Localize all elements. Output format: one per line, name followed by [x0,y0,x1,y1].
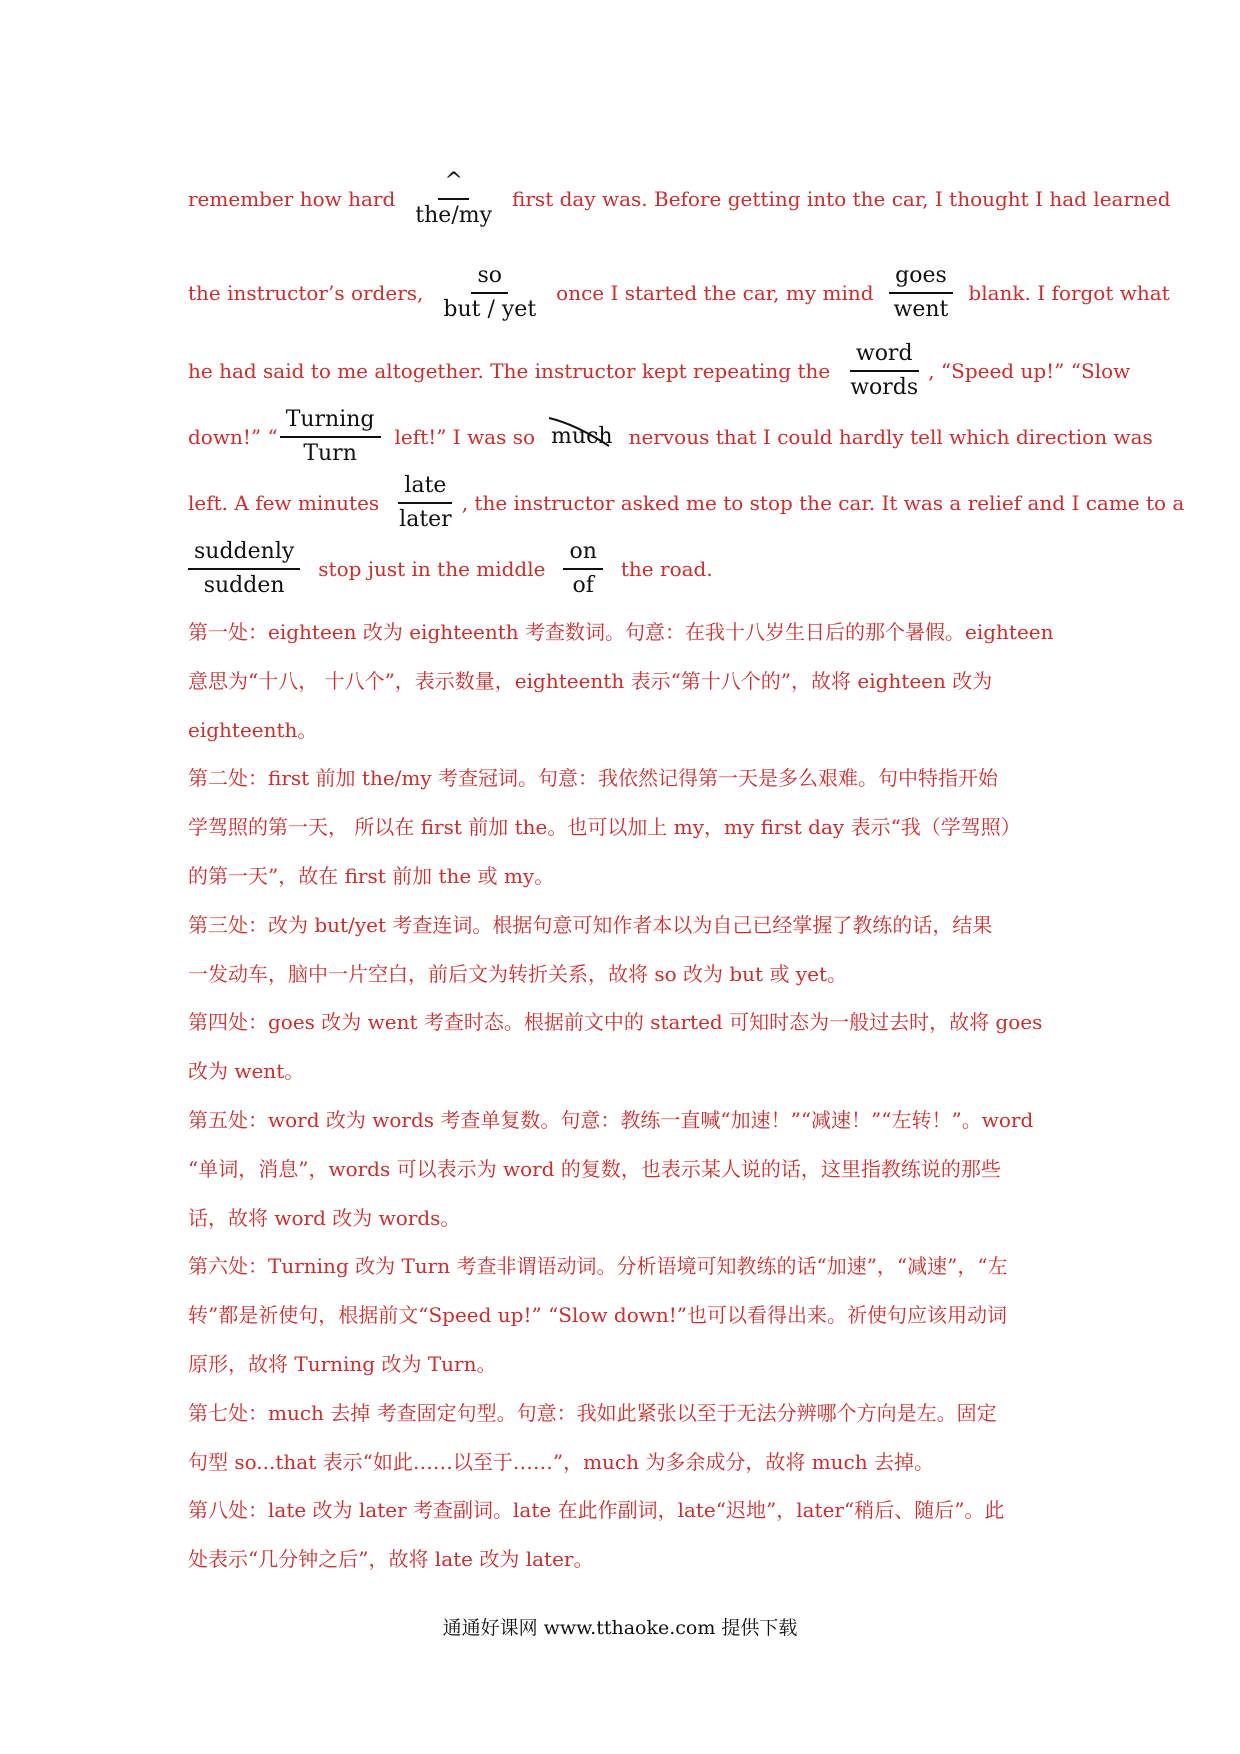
passage-text: remember how hard [188,186,396,211]
passage-text: , the instructor asked me to stop the car. It was a relief and I came to a [461,490,1185,515]
original-word: on [563,538,602,570]
corrected-word: Turn [303,440,357,466]
answer-line: 转”都是祈使句，根据前文“Speed up!” “Slow down!”也可以看得出来。祈使句应该用动词 [188,1303,1008,1328]
passage-line-3 [188,340,1131,401]
answer-line: 改为 went。 [188,1059,305,1084]
corrected-word: sudden [203,572,285,598]
passage-text: blank. I forgot what [968,280,1170,305]
passage-text: the road. [620,556,713,581]
answer-line: 第七处：much 去掉 考查固定句型。句意：我如此紧张以至于无法分辨哪个方向是左。固定 [188,1400,997,1425]
correction-word [844,340,924,401]
correction-so [437,262,542,323]
corrected-word: of [572,572,594,598]
passage-text: he had said to me altogether. The instructor kept repeating the [188,358,831,383]
answer-line: 第八处：late 改为 later 考查副词。late 在此作副词，late“迟地”，later“稍后、随后”。此 [188,1498,1005,1523]
answer-line: 意思为“十八， 十八个”，表示数量，eighteenth 表示“第十八个的”，故将 eighteen 改为 [188,668,993,693]
passage-line-6 [188,538,713,599]
passage-text: down!” “ [188,424,278,449]
answer-line: 一发动车，脑中一片空白，前后文为转折关系，故将 so 改为 but 或 yet。 [188,961,847,986]
correction-on [563,538,602,599]
page-footer: 通通好课网 www.tthaoke.com 提供下载 [442,1617,798,1639]
passage-line-2 [188,262,1170,323]
correction-late [393,472,458,533]
passage-text: first day was. Before getting into the car, I thought I had learned [512,186,1171,211]
answer-line: 话，故将 word 改为 words。 [188,1205,461,1230]
passage-line-4 [188,406,1153,467]
correction-suddenly [188,538,300,599]
passage-text: nervous that I could hardly tell which direction was [628,424,1153,449]
passage-text: left!” I was so [394,424,536,449]
original-word: so [471,262,508,294]
passage-text: stop just in the middle [318,556,546,581]
original-word: late [398,472,452,504]
answer-explanations [188,608,1056,1584]
corrected-word: later [399,506,452,532]
original-word: suddenly [188,538,300,570]
deleted-word [551,424,613,449]
correction-goes [888,262,955,323]
answer-line: 学驾照的第一天， 所以在 first 前加 the。也可以加上 my，my first day 表示“我（学驾照） [188,815,1021,840]
answer-line: 第一处：eighteen 改为 eighteenth 考查数词。句意：在我十八岁生日后的那个暑假。eighteen [188,620,1054,644]
insert-caret: ^ [438,168,468,200]
passage-text: the instructor’s orders, [188,280,424,305]
passage-line-1 [188,168,1171,229]
original-word: Turning [280,406,381,438]
answer-line: 第四处：goes 改为 went 考查时态。根据前文中的 started 可知时态为一般过去时，故将 goes [188,1010,1043,1035]
corrected-word: words [850,374,919,400]
original-word: goes [889,262,953,294]
correction-turning [280,406,381,467]
original-word: word [850,340,919,372]
answer-line: 第二处：first 前加 the/my 考查冠词。句意：我依然记得第一天是多么艰难。句中特指开始 [188,766,999,791]
passage-text: , “Speed up!” “Slow [928,358,1131,383]
corrected-word: went [893,296,949,322]
answer-line: “单词，消息”，words 可以表示为 word 的复数，也表示某人说的话，这里指教练说的那些 [188,1156,1001,1181]
passage-text: once I started the car, my mind [556,280,874,305]
insert-word: the/my [415,202,493,228]
corrected-word: but / yet [443,296,537,322]
deleted-word-text: much [551,424,613,449]
answer-line: 第五处：word 改为 words 考查单复数。句意：教练一直喊“加速！”“减速！”“左转！”。word [188,1107,1034,1132]
strikethrough-mark [545,412,615,452]
answer-line: 的第一天”，故在 first 前加 the 或 my。 [188,863,555,888]
answer-line: 原形，故将 Turning 改为 Turn。 [188,1351,497,1376]
answer-line: 第六处：Turning 改为 Turn 考查非谓语动词。分析语境可知教练的话“加速”，“减速”，“左 [188,1254,1008,1279]
passage-line-5 [188,472,1185,533]
passage-text: left. A few minutes [188,490,380,515]
answer-line: eighteenth。 [188,717,318,742]
correction-insert [409,168,498,229]
answer-line: 第三处：改为 but/yet 考查连词。根据句意可知作者本以为自己已经掌握了教练的话，结果 [188,912,993,937]
answer-line: 处表示“几分钟之后”，故将 late 改为 later。 [188,1547,594,1572]
answer-line: 句型 so...that 表示“如此……以至于……”，much 为多余成分，故将 much 去掉。 [188,1449,934,1474]
